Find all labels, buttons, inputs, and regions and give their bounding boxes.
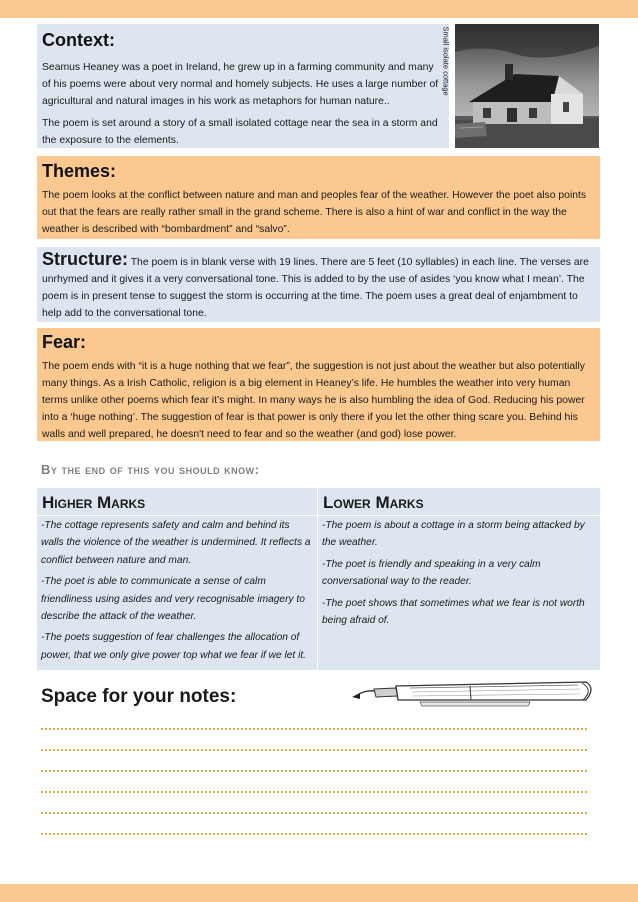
know-heading: By the end of this you should know:: [41, 462, 260, 477]
lower-marks-list: [318, 516, 600, 629]
structure-text: The poem is in blank verse with 19 lines. There are 5 feet (10 syllables) in each line. The verses are unrhymed and it gives it a very conversational tone. This is added to by the use of asides ‘you know what I mean’. The poem is in present tense to suggest the storm is occurring at the time. The poem uses a great deal of enjambment to help add to the conversational tone.: [42, 257, 589, 319]
structure-title: Structure:: [42, 249, 129, 269]
higher-marks-list: [37, 516, 317, 664]
cottage-photo: [455, 24, 599, 148]
lower-marks-title: Lower Marks: [318, 488, 600, 516]
fountain-pen-icon: [350, 676, 600, 712]
list-item: -The poet is friendly and speaking in a very calm conversational way to the reader.: [322, 558, 541, 588]
lower-marks-column: [318, 488, 600, 670]
higher-marks-column: [37, 488, 318, 670]
structure-section: [37, 247, 600, 322]
fear-title: Fear:: [42, 332, 87, 352]
list-item: -The poet is able to communicate a sense of calm friendliness using asides and very recognisable imagery to describe the attack of the weather.: [41, 576, 305, 623]
context-paragraph-2: The poem is set around a story of a small isolated cottage near the sea in a storm and the exposure to the elements.: [42, 118, 438, 146]
list-item: -The poets suggestion of fear challenges the allocation of power, that we only give power top what we fear if we let it.: [41, 632, 307, 661]
context-section: [37, 24, 449, 148]
marks-table: [37, 488, 600, 670]
image-caption-text: Small isolate cottage: [441, 26, 451, 96]
fear-section: [37, 328, 600, 441]
note-line[interactable]: [41, 833, 587, 835]
themes-title: Themes:: [42, 161, 117, 181]
list-item: -The poet shows that sometimes what we fear is not worth being afraid of.: [322, 597, 585, 627]
top-accent-bar: [0, 0, 638, 18]
note-line[interactable]: [41, 728, 587, 730]
notes-title: Space for your notes:: [41, 686, 237, 707]
image-caption: [440, 28, 452, 108]
structure-paragraph: [42, 251, 595, 322]
list-item: -The cottage represents safety and calm and behind its walls the violence of the weather is undermined. It reflects a conflict between nature and man.: [41, 520, 311, 566]
context-paragraph-1: Seamus Heaney was a poet in Ireland, he grew up in a farming community and many of his poems were about very normal and homely subjects. He uses a large number of agricultural and natural images in his work as metaphors for human nature..: [42, 62, 439, 107]
themes-section: [37, 156, 600, 239]
list-item: -The poem is about a cottage in a storm being attacked by the weather.: [322, 520, 585, 549]
note-line[interactable]: [41, 791, 587, 793]
higher-marks-title: Higher Marks: [37, 488, 317, 516]
context-title: Context:: [42, 30, 115, 50]
note-line[interactable]: [41, 770, 587, 772]
bottom-accent-bar: [0, 884, 638, 902]
note-line[interactable]: [41, 812, 587, 814]
fear-text: The poem ends with “it is a huge nothing that we fear”, the suggestion is not just about the weather but also potentially many things. As a Irish Catholic, religion is a big element in Heaney’s life. He humbles the weather into very human terms unlike other poems which fear it’s might. In many ways he is also humbling the idea of God. Reducing his power into a ‘huge nothing’. The suggestion of fear is that power is only there if you let the other thing scare you. Behind his walls and well prepared, he doesn't need to fear and so the weather (and god) lose power.: [42, 361, 585, 440]
note-line[interactable]: [41, 749, 587, 751]
themes-text: The poem looks at the conflict between nature and man and peoples fear of the weather. However the poet also points out that the fears are really rather small in the grand scheme. There is also a hint of war and conflict in the way the weather is described with “bombardment” and “salvo”.: [42, 190, 587, 235]
